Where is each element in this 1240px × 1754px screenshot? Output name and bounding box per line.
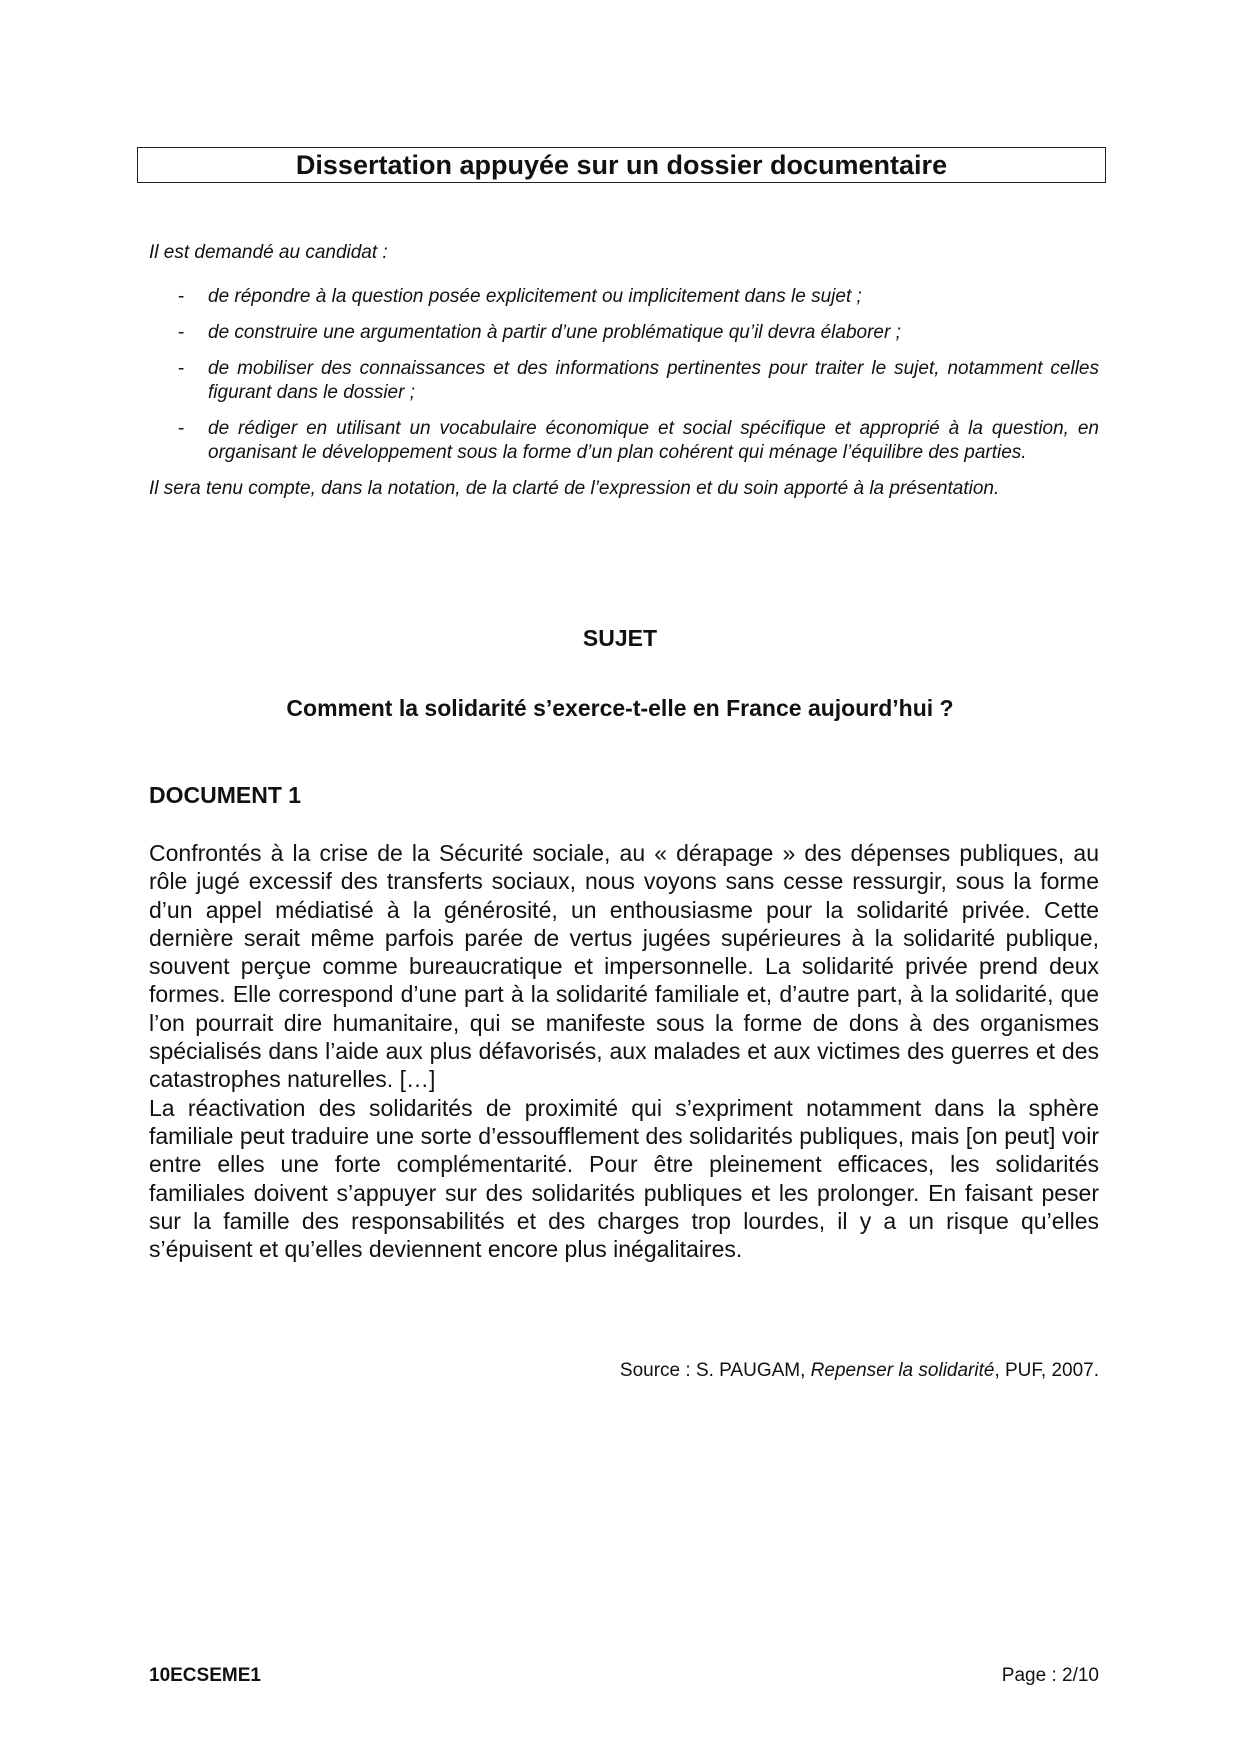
bullet-dash: - bbox=[178, 418, 185, 439]
sujet-label: SUJET bbox=[582, 625, 658, 651]
bullet-dash: - bbox=[178, 358, 185, 379]
list-item-text: de construire une argumentation à partir d’une problématique qu’il devra élaborer ; bbox=[208, 322, 901, 343]
list-item bbox=[149, 321, 1099, 345]
document-paragraph: La réactivation des solidarités de proximité qui s’expriment notamment dans la sphère familiale peut traduire une sorte d’essoufflement des solidarités publiques, mais [on peut] voir entre elles une forte complémentarité. Pour être pleinement efficaces, les solidarités familiales doivent s’appuyer sur des solidarités publiques et les prolonger. En faisant peser sur la famille des responsabilités et des charges trop lourdes, il y a un risque qu’elles s’épuisent et qu’elles deviennent encore plus inégalitaires. bbox=[149, 1094, 1099, 1263]
sujet-question: Comment la solidarité s’exerce-t-elle en France aujourd’hui ? bbox=[286, 695, 954, 721]
instructions-section bbox=[149, 241, 1099, 520]
bullet-dash: - bbox=[178, 286, 185, 307]
document-body bbox=[149, 839, 1099, 1263]
footer-exam-code: 10ECSEME1 bbox=[149, 1665, 261, 1686]
list-item bbox=[149, 417, 1099, 465]
bullet-dash: - bbox=[178, 322, 185, 343]
source-title: Repenser la solidarité bbox=[810, 1360, 995, 1381]
document-heading: DOCUMENT 1 bbox=[149, 782, 302, 808]
instructions-intro: Il est demandé au candidat : bbox=[149, 242, 388, 263]
presentation-note: Il sera tenu compte, dans la notation, de la clarté de l’expression et du soin apporté à la présentation. bbox=[149, 478, 1000, 499]
document-source bbox=[620, 1360, 1099, 1382]
list-item-text: de répondre à la question posée explicitement ou implicitement dans le sujet ; bbox=[208, 286, 862, 307]
source-suffix: , PUF, 2007. bbox=[994, 1360, 1099, 1381]
source-prefix: Source : S. PAUGAM, bbox=[619, 1360, 811, 1381]
page-title: Dissertation appuyée sur un dossier documentaire bbox=[137, 147, 1106, 183]
list-item bbox=[149, 357, 1099, 405]
list-item-text: de rédiger en utilisant un vocabulaire économique et social spécifique et approprié à la question, en organisant le développement sous la forme d’un plan cohérent qui ménage l’équilibre des parties. bbox=[208, 418, 1099, 463]
document-paragraph: Confrontés à la crise de la Sécurité sociale, au « dérapage » des dépenses publiques, au rôle jugé excessif des transferts sociaux, nous voyons sans cesse ressurgir, sous la forme d’un appel médiatisé à la générosité, un enthousiasme pour la solidarité privée. Cette dernière serait même parfois parée de vertus jugées supérieures à la solidarité publique, souvent perçue comme bureaucratique et impersonnelle. La solidarité privée prend deux formes. Elle correspond d’une part à la solidarité familiale et, d’autre part, à la solidarité, que l’on pourrait dire humanitaire, qui se manifeste sous la forme de dons à des organismes spécialisés dans l’aide aux plus défavorisés, aux malades et aux victimes des guerres et des catastrophes naturelles. […] bbox=[149, 840, 1099, 1093]
list-item-text: de mobiliser des connaissances et des informations pertinentes pour traiter le sujet, notamment celles figurant dans le dossier ; bbox=[208, 358, 1099, 403]
requirements-list bbox=[149, 285, 1099, 465]
list-item bbox=[149, 285, 1099, 309]
footer-page-number: Page : 2/10 bbox=[1001, 1665, 1099, 1686]
